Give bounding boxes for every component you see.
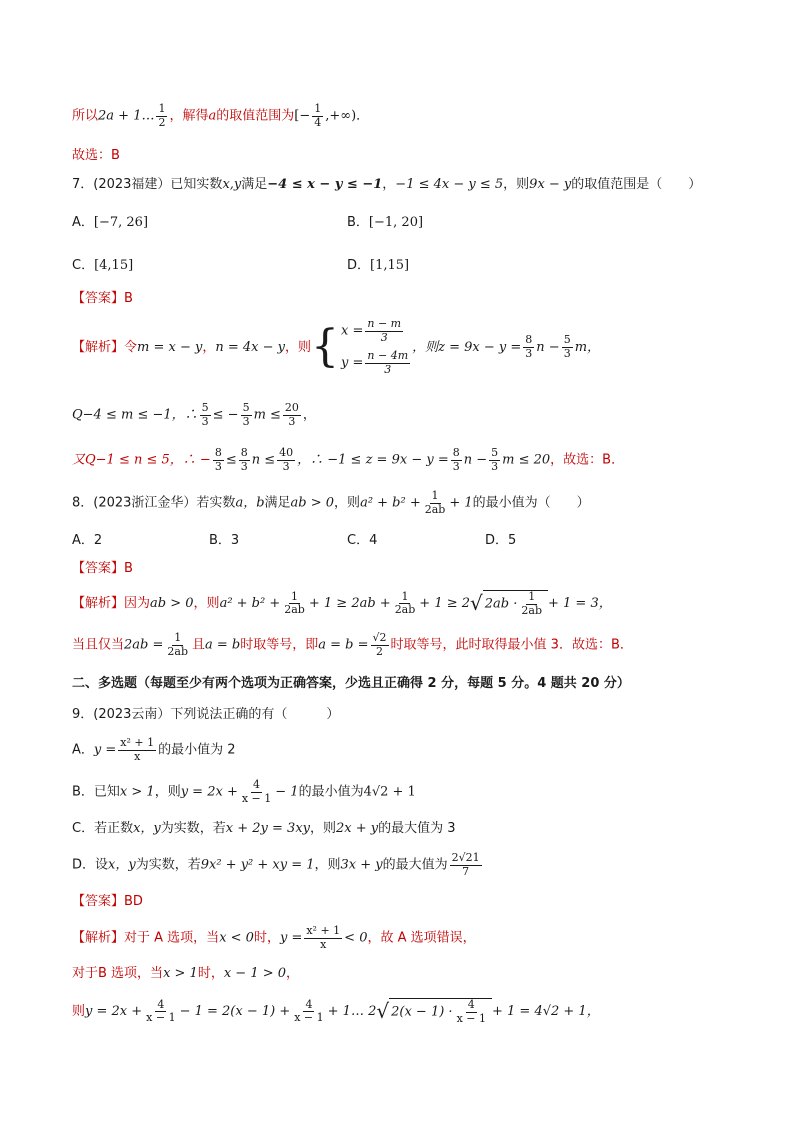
section2-title: 二、多选题（每题至少有两个选项为正确答案，少选且正确得 2 分，每题 5 分。4 题共 20 分） (72, 676, 630, 691)
q7-l3-f5-den: 3 (491, 459, 499, 473)
q7-l3-end: ，故选：B． (550, 452, 625, 468)
q9-a3-y: y = 2x + (85, 1004, 143, 1020)
q8-a1-f2-den: 2ab (394, 603, 416, 617)
q8-a1-f2-num: 1 (401, 589, 409, 603)
q7-l3-f5-num: 5 (491, 446, 499, 459)
q9-a1-c: ，故 A 选项错误， (367, 930, 476, 946)
q7-line3-a: 又Q−1 ≤ n ≤ 5，∴ − (72, 452, 211, 468)
q8-a2-c: 时取等号，即 (240, 637, 319, 653)
q7-n-def: n = 4x − y (215, 339, 286, 355)
q7-sep: ， (382, 177, 396, 192)
q8-a1-sqrt-a: 2ab · (484, 596, 518, 612)
q7-option-a-value: [−7, 26] (93, 215, 149, 230)
half-fraction (156, 103, 167, 129)
q8-a2-ab: a = b (205, 637, 241, 653)
q9-a3-sqrt-a: 2(x − 1) · (391, 1004, 453, 1020)
prev-solution-prefix: 所以 (72, 108, 99, 124)
q7-answer: 【答案】B (72, 291, 133, 306)
q9-option-a (72, 737, 236, 763)
q7-sys-x: x = (341, 323, 364, 339)
range-open: [− (294, 108, 311, 124)
q8-option-c-label: C． (347, 533, 370, 548)
q8-analysis-line2 (72, 632, 633, 658)
q8-a2-f2-num: √2 (372, 631, 387, 644)
q7-c1-num: 8 (525, 333, 533, 347)
q8-expr: a² + b² + (360, 495, 421, 511)
q7-n-minus: n − (536, 339, 560, 355)
q8-stem-d: 的最小值为（ ） (472, 495, 590, 511)
q7-l2-f3-num: 20 (284, 401, 299, 414)
q9-a3-f3-den: x − 1 (456, 1011, 486, 1025)
q9-optA-den: x (134, 749, 141, 763)
q7-system (311, 318, 412, 377)
q8-a2-eq: 2ab = (124, 637, 164, 653)
q7-l3-f4-num: 8 (452, 446, 460, 459)
q7-sys-y: y = (341, 355, 364, 371)
q9-option-b (72, 779, 416, 805)
q8-stem (72, 490, 590, 516)
q7-option-c-value: [4,15] (94, 258, 134, 273)
q9-a2-d: ， (286, 966, 300, 981)
q8-a1: 因为 (124, 596, 151, 612)
q9-analysis-line3 (72, 998, 600, 1025)
q7-option-b (347, 211, 423, 230)
q7-then-z: ，则z = 9x − y = (412, 339, 522, 355)
q7-m-def: m = x − y (137, 339, 203, 355)
q7-l3-b: ，∴ −1 ≤ z = 9x − y = (297, 452, 449, 468)
q7-option-c (72, 254, 133, 273)
q8-option-b-value: 3 (230, 533, 240, 548)
q9-optC-b: 为实数，若 (160, 821, 226, 836)
q7-analysis-line3 (72, 447, 624, 473)
q7-l3-m: m ≤ 20 (502, 452, 551, 468)
quarter-fraction (312, 103, 323, 129)
q9-optA-label: A． (72, 742, 94, 758)
prev-solution-line (72, 103, 369, 129)
q7-line2-a: Q−4 ≤ m ≤ −1，∴ (72, 407, 198, 423)
q7-sys-x-den: 3 (380, 330, 388, 344)
q8-a2-f-num: 1 (174, 631, 182, 644)
q8-option-a-value: 2 (93, 533, 103, 548)
sqrt-icon: √ (376, 999, 390, 1024)
q7-stem-a: 7．(2023福建）已知实数 (72, 177, 223, 192)
q8-analysis-line1 (72, 590, 612, 617)
prev-range-text: 的取值范围为 (216, 108, 295, 124)
q9-optB-b: ，则 (154, 784, 181, 800)
q9-optD-tail: 的最大值为 (382, 857, 448, 873)
q7-l3-f2-den: 3 (240, 459, 248, 473)
q8-a1-sqrt-f-num: 1 (528, 590, 536, 603)
q9-optD-num: 2√21 (451, 851, 480, 864)
q8-option-c (347, 529, 377, 548)
q7-cond2: −1 ≤ 4x − y ≤ 5 (395, 177, 504, 192)
q7-cond1: −4 ≤ x − y ≤ −1 (267, 177, 383, 192)
q9-a3-f2-num: 4 (305, 997, 313, 1011)
q7-stem (72, 176, 701, 194)
prev-mid: ，解得 (169, 108, 209, 124)
q9-optC-tail: 的最大值为 3 (378, 821, 456, 836)
q7-l3-f4-den: 3 (452, 459, 460, 473)
q7-l3-f2-num: 8 (240, 446, 248, 459)
quarter-den: 4 (314, 115, 322, 129)
q9-a1-y: y = (279, 930, 303, 946)
q9-option-d (72, 852, 484, 878)
q8-a1-sqrt-f-den: 2ab (521, 603, 542, 617)
q9-stem: 9．(2023云南）下列说法正确的有（ ） (72, 707, 340, 722)
q9-optA-tail: 的最小值为 2 (158, 742, 236, 758)
q9-a1-a: 对于 A 选项，当 (124, 930, 220, 946)
q9-optC-expr: 2x + y (336, 821, 379, 836)
q7-option-b-label: B． (347, 215, 369, 230)
q8-f-num: 1 (431, 489, 439, 502)
q8-answer: 【答案】B (72, 561, 133, 576)
q8-option-a (72, 529, 102, 548)
half-den: 2 (158, 115, 166, 129)
q8-stem-a: 8．(2023浙江金华）若实数 (72, 495, 236, 511)
q9-optD-expr: 3x + y (340, 857, 383, 873)
q9-a3-m: − 1 = 2(x − 1) + (179, 1004, 291, 1020)
q7-stem-c: ，则 (503, 177, 530, 192)
q9-optB-a: B．已知 (72, 784, 120, 800)
prev-var: a (208, 108, 217, 124)
q7-m-end: m， (574, 339, 601, 355)
q9-a3-a: 则 (72, 1004, 86, 1020)
q7-ling: 令 (124, 339, 138, 355)
q7-l2-mid: ≤ − (212, 407, 239, 423)
q8-plus1: + 1 (449, 495, 473, 511)
q8-a1-sqrt (483, 590, 548, 617)
q8-option-b (209, 529, 239, 548)
q9-optD-b: 为实数，若 (135, 857, 201, 873)
prev-ineq: 2a + 1… (98, 108, 155, 124)
q7-ze: ，则 (285, 339, 312, 355)
q9-option-c (72, 820, 456, 838)
q9-a3-f1-num: 4 (157, 997, 165, 1011)
q7-l2-f3-den: 3 (288, 414, 296, 428)
q7-stem-d: 的取值范围是（ ） (571, 177, 702, 192)
sqrt-icon: √ (470, 591, 483, 616)
q7-vars: x,y (222, 177, 242, 192)
q9-a1-num: x² + 1 (306, 924, 341, 937)
q7-l3-le: ≤ (225, 452, 237, 468)
q8-a2-a: 当且仅当 (72, 637, 125, 653)
q9-a2-b: 时， (197, 966, 224, 981)
q9-a3-end: + 1 = 4√2 + 1， (491, 1004, 600, 1020)
q8-a1-expr: a² + b² + (219, 596, 281, 612)
q7-c2-den: 3 (563, 346, 571, 360)
q9-a3-ge: + 1… 2 (327, 1004, 377, 1020)
q9-a2-cond: x > 1 (163, 966, 198, 981)
q9-optB-val: 4√2 + 1 (363, 784, 416, 800)
q7-c1-den: 3 (525, 346, 533, 360)
q8-a2-f-den: 2ab (167, 644, 188, 658)
q9-optC-vars: x，y (133, 821, 161, 836)
q7-option-d-value: [1,15] (370, 258, 410, 273)
q8-a1-b: ，则 (193, 596, 220, 612)
q7-target: 9x − y (529, 177, 572, 192)
q9-optC-c: ，则 (310, 821, 337, 836)
q8-analysis-label: 【解析】 (72, 596, 125, 612)
q7-c2-num: 5 (563, 333, 571, 347)
q9-optD-a: D．设 (72, 857, 109, 873)
q8-option-b-label: B． (209, 533, 231, 548)
q8-a1-end: + 1 = 3， (548, 596, 612, 612)
q7-option-a-label: A． (72, 215, 94, 230)
q7-stem-b: 满足 (241, 177, 268, 192)
q7-sys-x-num: n − m (367, 317, 402, 330)
q9-answer: 【答案】BD (72, 894, 143, 909)
q9-optD-cond: 9x² + y² + xy = 1 (200, 857, 315, 873)
q8-a2-d: 时取等号，此时取得最小值 3．故选：B． (390, 637, 633, 653)
q9-a1-cond: x < 0 (219, 930, 254, 946)
q8-option-a-label: A． (72, 533, 94, 548)
q8-a1-ge2: + 1 ≥ 2 (419, 596, 471, 612)
q9-a3-sqrt (389, 998, 492, 1025)
q7-sys-y-den: 3 (384, 362, 392, 376)
q9-optC-cond: x + 2y = 3xy (225, 821, 310, 836)
q7-option-a (72, 211, 148, 230)
q7-option-d (347, 254, 409, 273)
range-close: ,+∞)． (325, 108, 370, 124)
q9-optA-y: y = (93, 742, 117, 758)
q9-optD-den: 7 (462, 864, 470, 878)
q8-a1-f-den: 2ab (284, 603, 305, 617)
q7-analysis-line2 (72, 402, 316, 428)
q7-analysis-line1: 【解析】令m = x − y，n = 4x − y，则 { x = $\frac{n - m}{3}$ y = $\frac{n - 4m}{3}$ ，则z = 9x − y = $\frac{8}{3}$ n − $\frac{5}{3}$ m， (72, 317, 601, 376)
q9-a1-lt: < 0 (344, 930, 368, 946)
q8-option-d-value: 5 (508, 533, 517, 548)
q7-l2-f2-num: 5 (242, 401, 250, 414)
q8-a1-cond: ab > 0 (150, 596, 194, 612)
q7-option-b-value: [−1, 20] (368, 215, 424, 230)
q8-a2-f2-den: 2 (376, 644, 384, 658)
q9-analysis-line2 (72, 965, 299, 983)
q8-a2-b: 且 (192, 637, 206, 653)
q9-a3-f1-den: x − 1 (146, 1011, 176, 1025)
q9-a3-f2-den: x − 1 (294, 1011, 324, 1025)
q9-optA-num: x² + 1 (120, 736, 155, 749)
q8-a1-ge: + 1 ≥ 2ab + (308, 596, 391, 612)
q7-l3-f1-num: 8 (214, 446, 222, 459)
q9-optB-y: y = 2x + (180, 784, 238, 800)
q9-optB-cond: x > 1 (119, 784, 155, 800)
q9-a1-b: 时， (253, 930, 280, 946)
q7-sys-y-num: n − 4m (367, 349, 409, 363)
q7-l3-f3-den: 3 (282, 459, 290, 473)
q9-optB-den: x − 1 (241, 791, 272, 805)
q9-a2-a: 对于B 选项，当 (72, 966, 164, 981)
q9-analysis-label: 【解析】 (72, 930, 125, 946)
q9-a3-f3-num: 4 (467, 998, 475, 1011)
q7-l2-f1-den: 3 (201, 414, 209, 428)
q8-f-den: 2ab (424, 502, 446, 516)
q9-optC-a: C．若正数 (72, 821, 134, 836)
quarter-num: 1 (314, 102, 322, 115)
q9-optB-num: 4 (253, 778, 261, 791)
q8-option-d (485, 529, 516, 548)
q7-l2-end: ， (302, 407, 316, 423)
q8-vars: a，b (235, 495, 265, 511)
q8-stem-c: ，则 (334, 495, 361, 511)
q7-option-c-label: C． (72, 258, 95, 273)
q7-l2-m: m ≤ (253, 407, 281, 423)
q8-option-c-value: 4 (369, 533, 378, 548)
q8-a1-f-num: 1 (291, 589, 299, 603)
q9-analysis-line1 (72, 925, 476, 951)
q7-l2-f2-den: 3 (242, 414, 250, 428)
q9-a2-c: x − 1 > 0 (223, 966, 287, 981)
q8-option-d-label: D． (485, 533, 509, 548)
q7-analysis-label: 【解析】 (72, 339, 125, 355)
q7-l3-n2: n − (463, 452, 488, 468)
q7-l3-n: n ≤ (251, 452, 276, 468)
q7-option-d-label: D． (347, 258, 371, 273)
q7-l3-f3-num: 40 (279, 446, 294, 459)
q9-optB-m1: − 1 (275, 784, 299, 800)
q9-optD-c: ，则 (314, 857, 341, 873)
half-num: 1 (158, 102, 166, 115)
q8-cond: ab > 0 (290, 495, 335, 511)
q9-a1-den: x (320, 937, 327, 951)
q9-optD-vars: x，y (108, 857, 136, 873)
q8-stem-b: 满足 (264, 495, 291, 511)
prev-conclusion: 故选：B (72, 148, 120, 163)
q7-l2-f1-num: 5 (201, 401, 209, 414)
q8-a2-ab2: a = b = (318, 637, 369, 653)
q9-optB-tail: 的最小值为 (298, 784, 364, 800)
q7-l3-f1-den: 3 (214, 459, 222, 473)
left-brace-icon: { (311, 321, 340, 373)
